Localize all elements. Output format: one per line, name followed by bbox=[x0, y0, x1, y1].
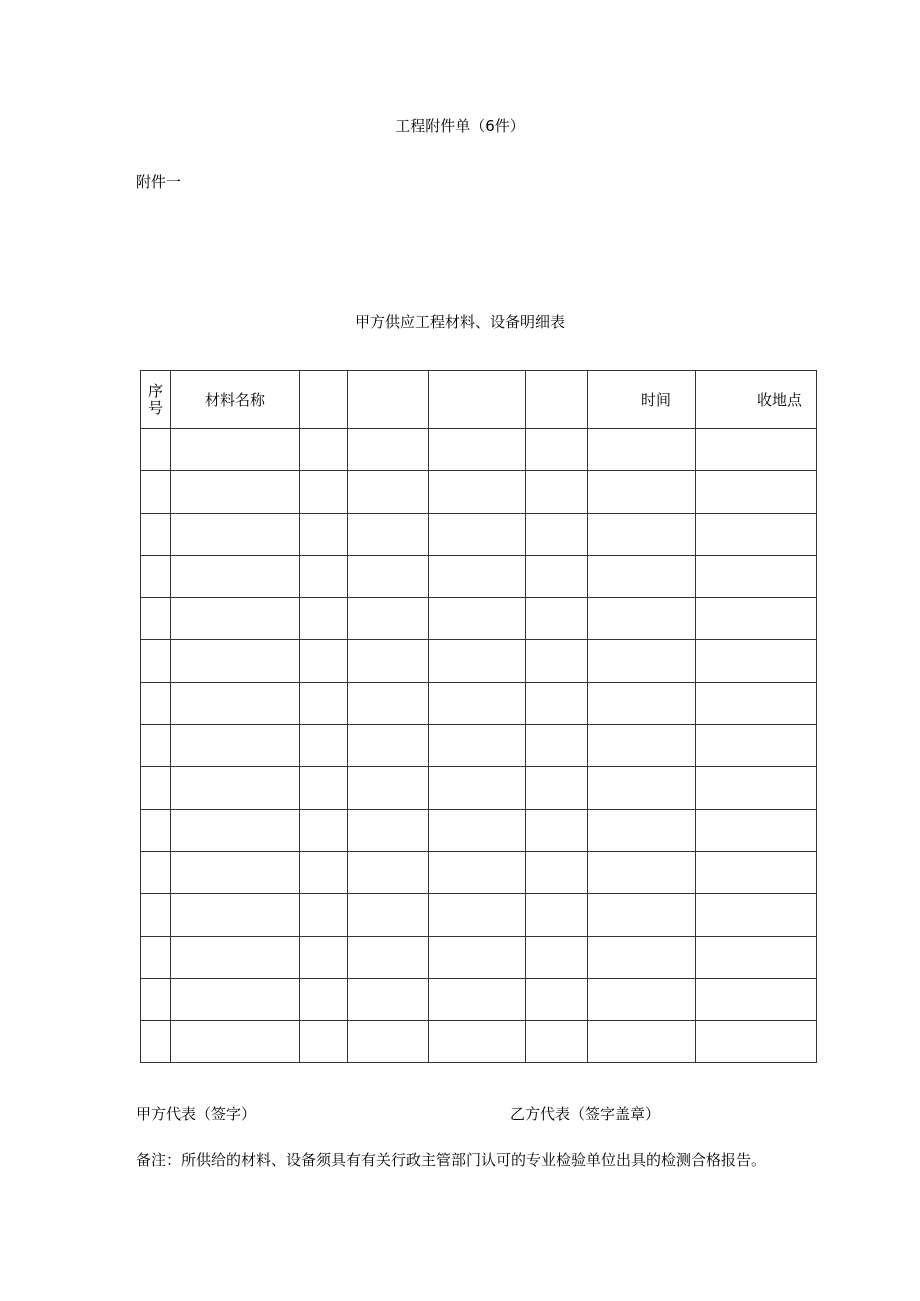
table-cell[interactable] bbox=[171, 471, 300, 513]
table-cell[interactable] bbox=[171, 936, 300, 978]
table-row bbox=[141, 429, 817, 471]
table-cell[interactable] bbox=[526, 429, 588, 471]
table-cell[interactable] bbox=[141, 429, 171, 471]
table-cell[interactable] bbox=[141, 851, 171, 893]
table-cell[interactable] bbox=[588, 978, 696, 1020]
table-cell[interactable] bbox=[696, 640, 817, 682]
header-col-4 bbox=[348, 371, 429, 429]
header-time: 时间 bbox=[588, 371, 696, 429]
header-seq-line-2: 号 bbox=[147, 398, 163, 417]
table-cell[interactable] bbox=[300, 767, 348, 809]
table-cell[interactable] bbox=[429, 640, 526, 682]
table-cell[interactable] bbox=[588, 598, 696, 640]
table-cell[interactable] bbox=[171, 513, 300, 555]
table-cell[interactable] bbox=[696, 725, 817, 767]
table-row bbox=[141, 767, 817, 809]
table-cell[interactable] bbox=[300, 936, 348, 978]
table-cell[interactable] bbox=[696, 429, 817, 471]
table-cell[interactable] bbox=[300, 725, 348, 767]
table-cell[interactable] bbox=[141, 936, 171, 978]
table-cell[interactable] bbox=[348, 725, 429, 767]
table-cell[interactable] bbox=[348, 513, 429, 555]
header-receiving-place: 收地点 bbox=[696, 371, 817, 429]
table-cell[interactable] bbox=[696, 894, 817, 936]
table-cell[interactable] bbox=[171, 767, 300, 809]
table-cell[interactable] bbox=[171, 725, 300, 767]
table-cell[interactable] bbox=[141, 682, 171, 724]
table-cell[interactable] bbox=[348, 851, 429, 893]
table-cell[interactable] bbox=[141, 640, 171, 682]
table-row bbox=[141, 640, 817, 682]
table-cell[interactable] bbox=[588, 809, 696, 851]
table-title: 甲方供应工程材料、设备明细表 bbox=[354, 313, 565, 331]
table-cell[interactable] bbox=[429, 809, 526, 851]
table-cell[interactable] bbox=[588, 682, 696, 724]
table-cell[interactable] bbox=[429, 767, 526, 809]
remark-note: 备注：所供给的材料、设备须具有有关行政主管部门认可的专业检验单位出具的检测合格报告。 bbox=[136, 1151, 767, 1169]
table-cell[interactable] bbox=[526, 725, 588, 767]
table-cell[interactable] bbox=[141, 725, 171, 767]
table-cell[interactable] bbox=[526, 471, 588, 513]
table-cell[interactable] bbox=[526, 894, 588, 936]
table-cell[interactable] bbox=[526, 809, 588, 851]
table-cell[interactable] bbox=[526, 682, 588, 724]
table-cell[interactable] bbox=[588, 725, 696, 767]
table-cell[interactable] bbox=[141, 1021, 171, 1063]
header-seq bbox=[141, 371, 171, 429]
table-cell[interactable] bbox=[348, 767, 429, 809]
table-cell[interactable] bbox=[526, 598, 588, 640]
table-row bbox=[141, 809, 817, 851]
table-cell[interactable] bbox=[588, 851, 696, 893]
table-cell[interactable] bbox=[588, 429, 696, 471]
table-cell[interactable] bbox=[429, 513, 526, 555]
table-cell[interactable] bbox=[171, 978, 300, 1020]
table-cell[interactable] bbox=[696, 851, 817, 893]
table-cell[interactable] bbox=[429, 851, 526, 893]
table-cell[interactable] bbox=[141, 598, 171, 640]
table-row bbox=[141, 1021, 817, 1063]
table-header-row bbox=[141, 371, 817, 429]
table-cell[interactable] bbox=[348, 978, 429, 1020]
table-row bbox=[141, 471, 817, 513]
table-row bbox=[141, 598, 817, 640]
table-cell[interactable] bbox=[429, 555, 526, 597]
table-cell[interactable] bbox=[526, 513, 588, 555]
table-cell[interactable] bbox=[429, 1021, 526, 1063]
table-cell[interactable] bbox=[300, 555, 348, 597]
table-cell[interactable] bbox=[141, 978, 171, 1020]
table-row bbox=[141, 978, 817, 1020]
table-cell[interactable] bbox=[696, 978, 817, 1020]
table-cell[interactable] bbox=[171, 851, 300, 893]
materials-table bbox=[140, 370, 817, 1063]
table-row bbox=[141, 513, 817, 555]
table-cell[interactable] bbox=[429, 725, 526, 767]
table-cell[interactable] bbox=[526, 1021, 588, 1063]
table-cell[interactable] bbox=[588, 555, 696, 597]
table-cell[interactable] bbox=[526, 936, 588, 978]
header-seq-line-1: 序 bbox=[147, 381, 163, 400]
table-cell[interactable] bbox=[300, 598, 348, 640]
table-cell[interactable] bbox=[348, 471, 429, 513]
table-cell[interactable] bbox=[300, 429, 348, 471]
table-cell[interactable] bbox=[300, 513, 348, 555]
table-cell[interactable] bbox=[588, 640, 696, 682]
table-cell[interactable] bbox=[300, 809, 348, 851]
table-cell[interactable] bbox=[526, 851, 588, 893]
table-cell[interactable] bbox=[526, 555, 588, 597]
table-cell[interactable] bbox=[588, 767, 696, 809]
table-cell[interactable] bbox=[348, 1021, 429, 1063]
table-cell[interactable] bbox=[300, 978, 348, 1020]
table-cell[interactable] bbox=[141, 471, 171, 513]
table-cell[interactable] bbox=[300, 471, 348, 513]
table-row bbox=[141, 682, 817, 724]
table-cell[interactable] bbox=[696, 598, 817, 640]
table-cell[interactable] bbox=[696, 513, 817, 555]
table-row bbox=[141, 894, 817, 936]
table-cell[interactable] bbox=[348, 555, 429, 597]
table-cell[interactable] bbox=[348, 429, 429, 471]
table-cell[interactable] bbox=[141, 809, 171, 851]
table-cell[interactable] bbox=[696, 1021, 817, 1063]
table-cell[interactable] bbox=[141, 767, 171, 809]
table-cell[interactable] bbox=[300, 1021, 348, 1063]
table-cell[interactable] bbox=[171, 682, 300, 724]
table-cell[interactable] bbox=[348, 809, 429, 851]
header-col-6 bbox=[526, 371, 588, 429]
table-cell[interactable] bbox=[429, 978, 526, 1020]
header-material-name: 材料名称 bbox=[171, 371, 300, 429]
table-cell[interactable] bbox=[348, 640, 429, 682]
table-row bbox=[141, 851, 817, 893]
table-cell[interactable] bbox=[171, 894, 300, 936]
table-cell[interactable] bbox=[588, 471, 696, 513]
table-cell[interactable] bbox=[300, 682, 348, 724]
table-cell[interactable] bbox=[141, 555, 171, 597]
table-cell[interactable] bbox=[171, 429, 300, 471]
table-cell[interactable] bbox=[300, 894, 348, 936]
table-cell[interactable] bbox=[696, 809, 817, 851]
table-cell[interactable] bbox=[348, 936, 429, 978]
table-cell[interactable] bbox=[696, 471, 817, 513]
table-cell[interactable] bbox=[300, 851, 348, 893]
table-cell[interactable] bbox=[171, 809, 300, 851]
party-b-signature: 乙方代表（签字盖章） bbox=[510, 1105, 661, 1123]
table-row bbox=[141, 725, 817, 767]
table-cell[interactable] bbox=[696, 555, 817, 597]
table-row bbox=[141, 555, 817, 597]
table-cell[interactable] bbox=[588, 936, 696, 978]
table-cell[interactable] bbox=[526, 978, 588, 1020]
table-cell[interactable] bbox=[588, 513, 696, 555]
table-cell[interactable] bbox=[429, 682, 526, 724]
header-col-3 bbox=[300, 371, 348, 429]
table-cell[interactable] bbox=[526, 767, 588, 809]
table-cell[interactable] bbox=[348, 682, 429, 724]
table-cell[interactable] bbox=[696, 682, 817, 724]
table-cell[interactable] bbox=[171, 640, 300, 682]
table-cell[interactable] bbox=[141, 513, 171, 555]
table-cell[interactable] bbox=[171, 598, 300, 640]
table-cell[interactable] bbox=[526, 640, 588, 682]
table-cell[interactable] bbox=[588, 894, 696, 936]
table-cell[interactable] bbox=[141, 894, 171, 936]
table-cell[interactable] bbox=[429, 894, 526, 936]
document-title: 工程附件单（6件） bbox=[395, 117, 525, 135]
table-row bbox=[141, 936, 817, 978]
table-cell[interactable] bbox=[171, 555, 300, 597]
table-cell[interactable] bbox=[429, 429, 526, 471]
table-cell[interactable] bbox=[429, 936, 526, 978]
table-cell[interactable] bbox=[696, 767, 817, 809]
table-cell[interactable] bbox=[300, 640, 348, 682]
table-cell[interactable] bbox=[348, 894, 429, 936]
table-cell[interactable] bbox=[348, 598, 429, 640]
attachment-label: 附件一 bbox=[136, 173, 182, 191]
header-col-5 bbox=[429, 371, 526, 429]
table-cell[interactable] bbox=[171, 1021, 300, 1063]
table-cell[interactable] bbox=[696, 936, 817, 978]
party-a-signature: 甲方代表（签字） bbox=[136, 1105, 257, 1123]
table-cell[interactable] bbox=[429, 471, 526, 513]
table-cell[interactable] bbox=[429, 598, 526, 640]
table-cell[interactable] bbox=[588, 1021, 696, 1063]
